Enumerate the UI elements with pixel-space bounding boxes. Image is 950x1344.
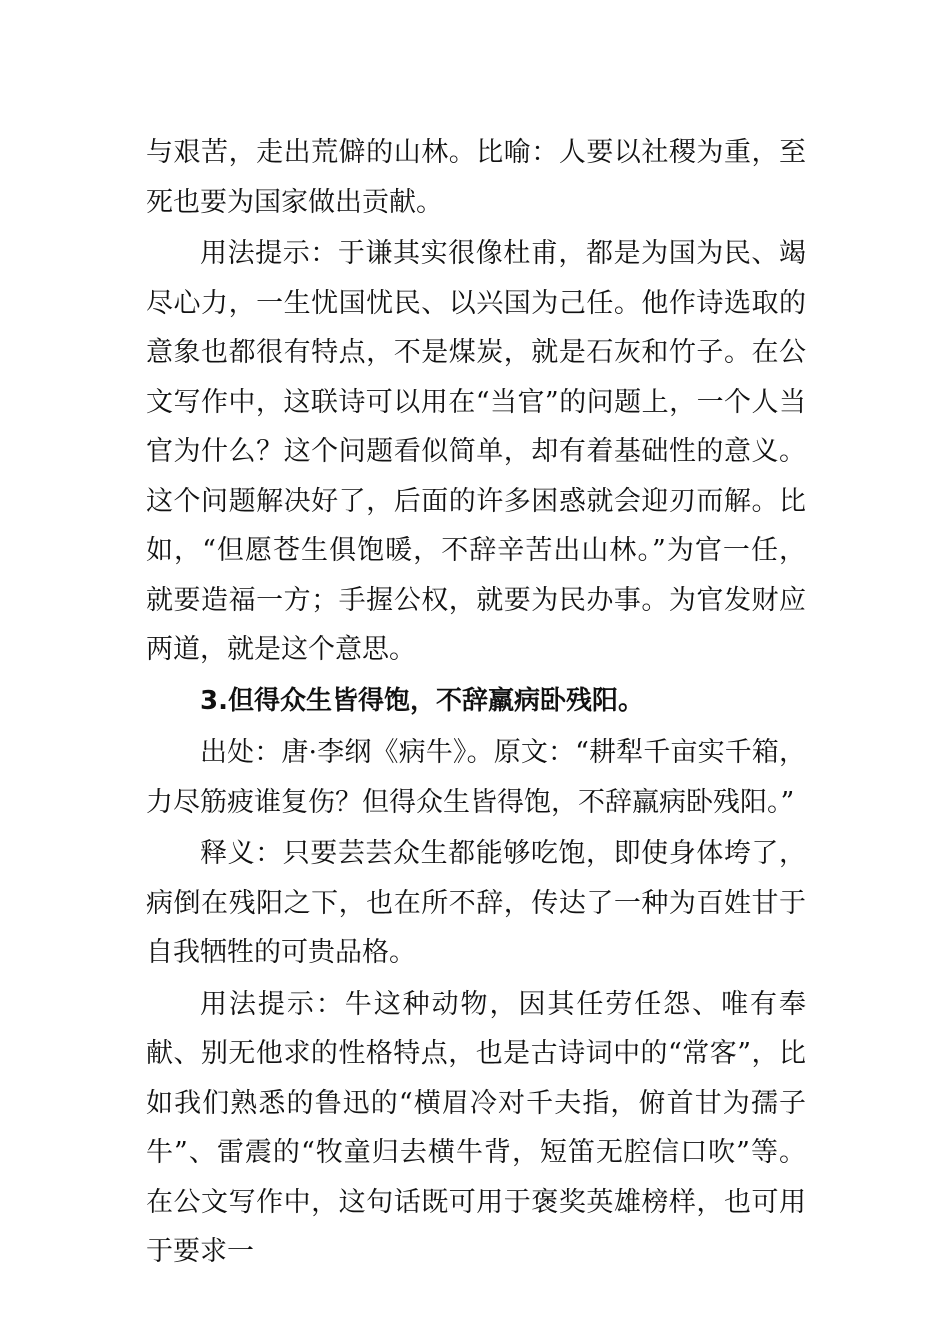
paragraph-usage-tip-yu-qian: 用法提示：于谦其实很像杜甫，都是为国为民、竭尽心力，一生忧国忧民、以兴国为己任。他作诗选取的意象也都很有特点，不是煤炭，就是石灰和竹子。在公文写作中，这联诗可以用在“当官”的问题上，一个人当官为什么？这个问题看似简单，却有着基础性的意义。这个问题解决好了，后面的许多困惑就会迎刃而解。比如，“但愿苍生俱饱暖，不辞辛苦出山林。”为官一任，就要造福一方；手握公权，就要为民办事。为官发财应两道，就是这个意思。 <box>146 238 806 665</box>
paragraph-continuation: 与艰苦，走出荒僻的山林。比喻：人要以社稷为重，至死也要为国家做出贡献。 <box>146 137 806 218</box>
paragraph-explanation: 释义：只要芸芸众生都能够吃饱，即使身体垮了，病倒在残阳之下，也在所不辞，传达了一种为百姓甘于自我牺牲的可贵品格。 <box>146 838 806 968</box>
paragraph-usage-tip-ox: 用法提示：牛这种动物，因其任劳任怨、唯有奉献、别无他求的性格特点，也是古诗词中的“常客”，比如我们熟悉的鲁迅的“横眉冷对千夫指，俯首甘为孺子牛”、雷震的“牧童归去横牛背，短笛无腔信口吹”等。在公文写作中，这句话既可用于褒奖英雄榜样，也可用于要求一 <box>146 988 806 1267</box>
paragraph-source: 出处：唐·李纲《病牛》。原文：“耕犁千亩实千箱，力尽筋疲谁复伤？但得众生皆得饱，不辞羸病卧残阳。” <box>146 737 806 818</box>
document-body <box>146 128 806 1277</box>
section-heading-3: 3.但得众生皆得饱，不辞羸病卧残阳。 <box>200 685 644 716</box>
